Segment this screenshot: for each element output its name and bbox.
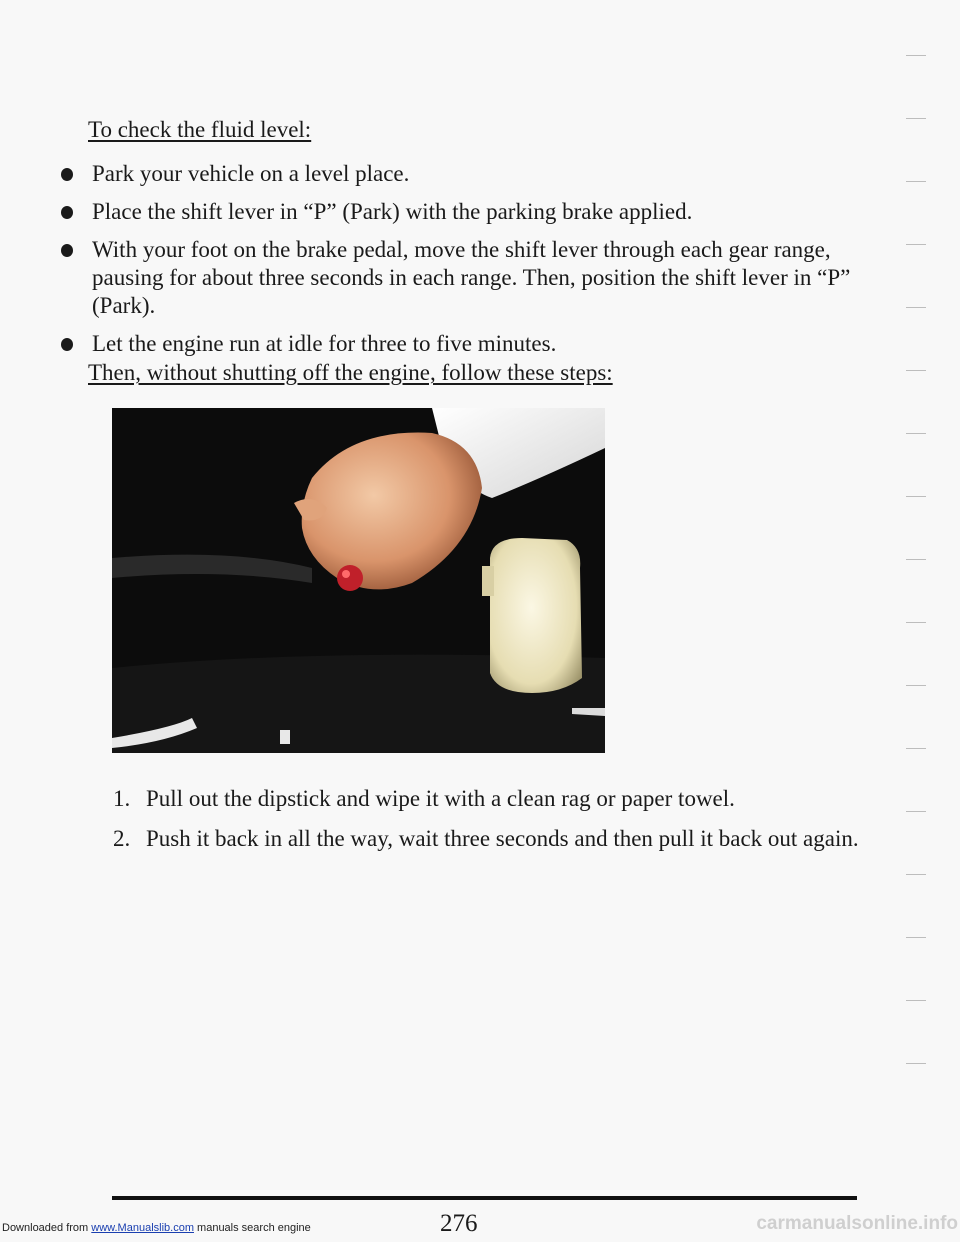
margin-tick-marks — [906, 55, 936, 1126]
dipstick-photo-illustration — [112, 408, 605, 753]
dipstick-photo — [112, 408, 605, 753]
step-text: Push it back in all the way, wait three seconds and then pull it back out again. — [146, 826, 859, 851]
bullet-item — [56, 330, 856, 358]
bullet-text: With your foot on the brake pedal, move the shift lever through each gear range, pausing for about three seconds in each range. Then, position the shift lever in “P” (Park). — [92, 237, 851, 318]
manualslib-link[interactable]: www.Manualslib.com — [91, 1222, 194, 1234]
bullet-list — [56, 160, 856, 368]
bullet-dot-icon — [61, 244, 73, 257]
bullet-item — [56, 236, 856, 320]
page-number: 276 — [440, 1210, 478, 1237]
download-footer — [2, 1222, 311, 1234]
bullet-text: Park your vehicle on a level place. — [92, 161, 410, 186]
footer-rule — [112, 1196, 857, 1200]
footer-prefix: Downloaded from — [2, 1222, 92, 1234]
bullet-dot-icon — [61, 206, 73, 219]
bullet-text: Let the engine run at idle for three to five minutes. — [92, 331, 557, 356]
step-number: 2. — [113, 826, 131, 851]
step-number: 1. — [113, 786, 131, 811]
footer-suffix: manuals search engine — [193, 1222, 311, 1234]
bullet-dot-icon — [61, 168, 73, 181]
section-heading-steps: Then, without shutting off the engine, follow these steps: — [88, 360, 613, 385]
step-item — [113, 785, 873, 813]
bullet-dot-icon — [61, 338, 73, 351]
step-text: Pull out the dipstick and wipe it with a clean rag or paper towel. — [146, 786, 735, 811]
steps-list — [113, 785, 873, 865]
bullet-item — [56, 160, 856, 188]
section-heading-check-fluid: To check the fluid level: — [88, 117, 312, 142]
bullet-text: Place the shift lever in “P” (Park) with the parking brake applied. — [92, 199, 693, 224]
watermark-text: carmanualsonline.info — [756, 1213, 958, 1234]
step-item — [113, 825, 873, 853]
bullet-item — [56, 198, 856, 226]
